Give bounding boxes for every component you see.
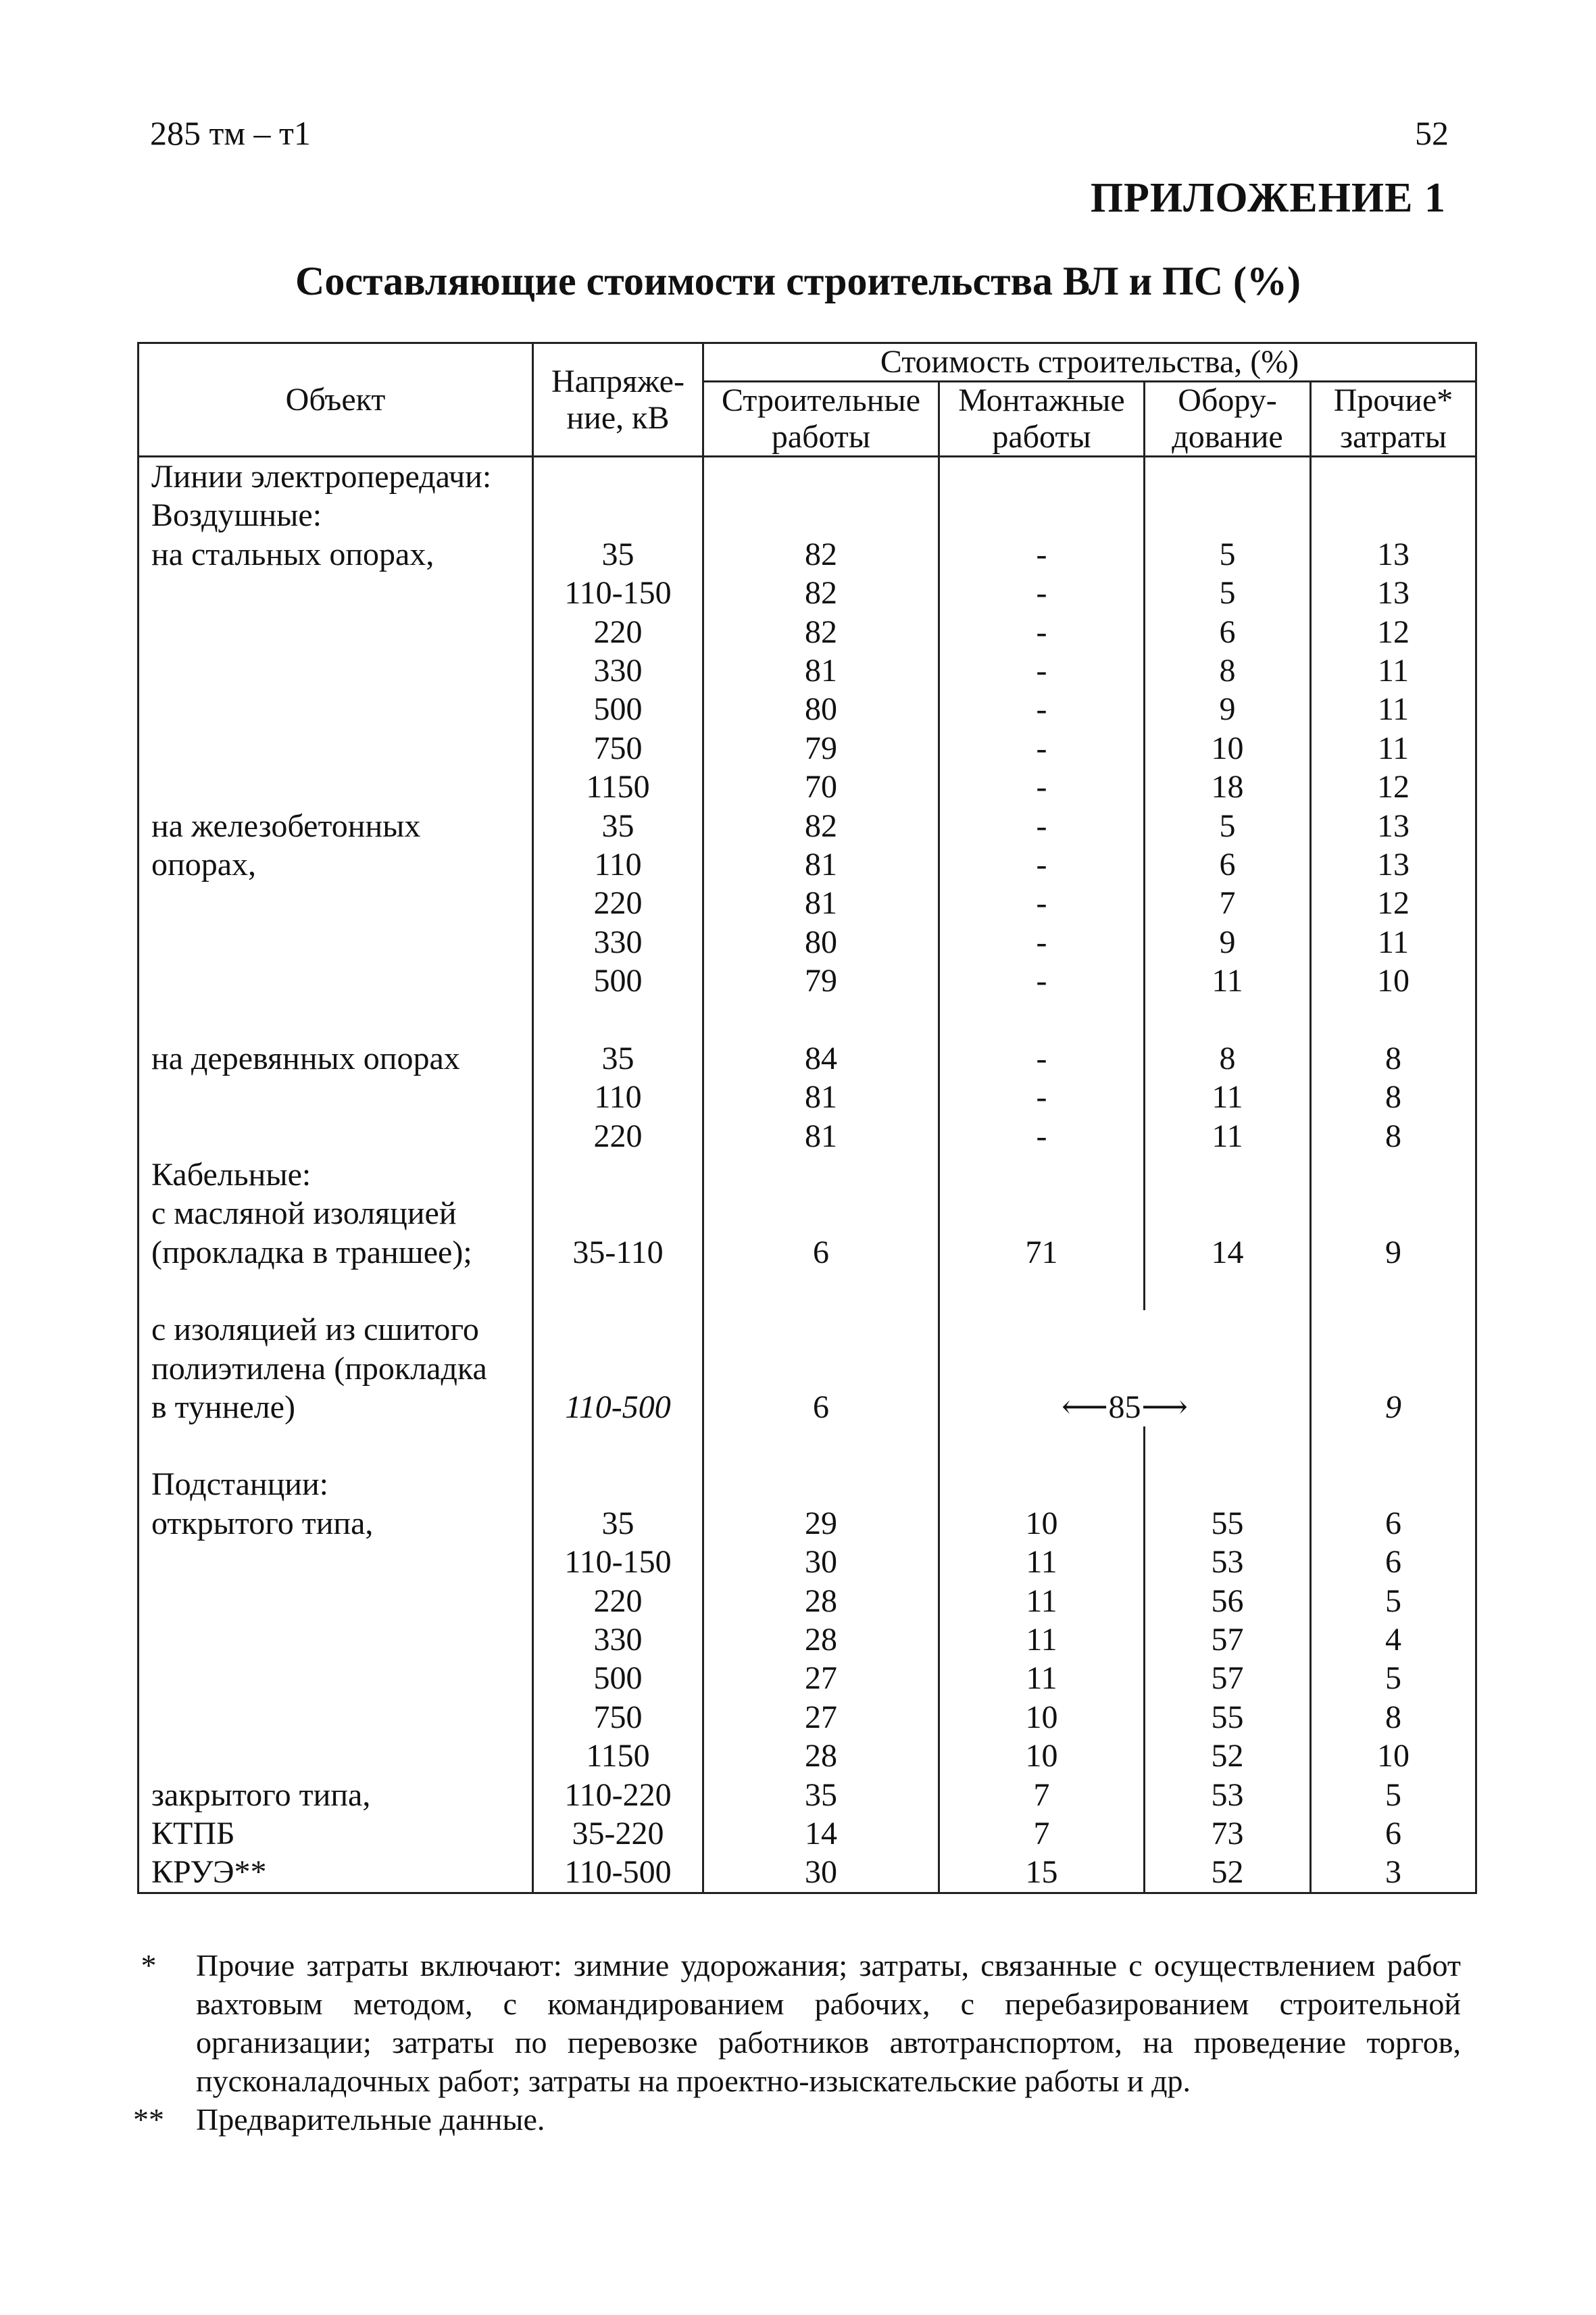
cell-installation bbox=[939, 1001, 1145, 1039]
cell-voltage bbox=[533, 1001, 703, 1039]
table-row bbox=[139, 496, 1476, 534]
table-row bbox=[139, 1233, 1476, 1272]
table-row bbox=[139, 535, 1476, 574]
cell-construction: 79 bbox=[703, 962, 939, 1000]
cell-equipment: 9 bbox=[1145, 923, 1311, 962]
footnote-mark: * bbox=[141, 1948, 157, 1983]
cell-other: 11 bbox=[1311, 923, 1476, 962]
cell-object bbox=[139, 1659, 533, 1697]
cell-installation bbox=[939, 496, 1145, 534]
cell-installation: 10 bbox=[939, 1698, 1145, 1737]
cell-voltage bbox=[533, 1310, 703, 1349]
cell-equipment: 56 bbox=[1145, 1582, 1311, 1620]
table-row bbox=[139, 1117, 1476, 1155]
table-row bbox=[139, 690, 1476, 728]
cell-installation: 11 bbox=[939, 1620, 1145, 1659]
cell-object bbox=[139, 729, 533, 768]
cell-object bbox=[139, 1078, 533, 1116]
header-other: Прочие* затраты bbox=[1311, 382, 1476, 457]
footnotes bbox=[133, 1946, 1461, 2139]
cell-construction: 29 bbox=[703, 1504, 939, 1543]
cell-object: в туннеле) bbox=[139, 1388, 533, 1426]
cell-installation: 71 bbox=[939, 1233, 1145, 1272]
table-row bbox=[139, 729, 1476, 768]
cell-installation: 11 bbox=[939, 1543, 1145, 1581]
cell-voltage: 500 bbox=[533, 1659, 703, 1697]
table-row bbox=[139, 1504, 1476, 1543]
cell-object bbox=[139, 1543, 533, 1581]
cell-other: 5 bbox=[1311, 1776, 1476, 1814]
table-row bbox=[139, 1194, 1476, 1233]
cell-object: открытого типа, bbox=[139, 1504, 533, 1543]
table-row bbox=[139, 1039, 1476, 1078]
cell-voltage bbox=[533, 496, 703, 534]
cell-construction bbox=[703, 1426, 939, 1465]
cell-equipment: 18 bbox=[1145, 768, 1311, 806]
cell-equipment: 14 bbox=[1145, 1233, 1311, 1272]
cell-construction: 30 bbox=[703, 1853, 939, 1893]
cell-installation: 10 bbox=[939, 1504, 1145, 1543]
cell-voltage: 110-500 bbox=[533, 1853, 703, 1893]
cell-voltage: 110-500 bbox=[533, 1388, 703, 1426]
table-row-spacer bbox=[139, 1272, 1476, 1310]
cell-voltage: 35-110 bbox=[533, 1233, 703, 1272]
cell-other: 13 bbox=[1311, 574, 1476, 612]
cell-object bbox=[139, 1698, 533, 1737]
cell-voltage: 750 bbox=[533, 729, 703, 768]
cell-equipment bbox=[1145, 1349, 1311, 1388]
cell-equipment bbox=[1145, 1155, 1311, 1194]
cell-equipment: 5 bbox=[1145, 535, 1311, 574]
cell-construction: 70 bbox=[703, 768, 939, 806]
cell-other bbox=[1311, 496, 1476, 534]
cell-voltage bbox=[533, 457, 703, 497]
cell-object bbox=[139, 1426, 533, 1465]
cell-construction: 80 bbox=[703, 690, 939, 728]
cell-other bbox=[1311, 1194, 1476, 1233]
cell-other: 9 bbox=[1311, 1388, 1476, 1426]
cell-construction: 35 bbox=[703, 1776, 939, 1814]
table-row bbox=[139, 1388, 1476, 1426]
cell-construction: 28 bbox=[703, 1737, 939, 1775]
table-row-spacer bbox=[139, 1001, 1476, 1039]
cell-construction: 81 bbox=[703, 884, 939, 922]
cell-other: 11 bbox=[1311, 651, 1476, 690]
cell-voltage: 220 bbox=[533, 884, 703, 922]
cell-voltage: 1150 bbox=[533, 768, 703, 806]
table-row bbox=[139, 1349, 1476, 1388]
cell-other: 8 bbox=[1311, 1039, 1476, 1078]
table-row bbox=[139, 1155, 1476, 1194]
cell-construction bbox=[703, 1272, 939, 1310]
cell-voltage bbox=[533, 1465, 703, 1503]
cell-construction: 28 bbox=[703, 1582, 939, 1620]
cell-installation: 10 bbox=[939, 1737, 1145, 1775]
cell-construction: 81 bbox=[703, 1078, 939, 1116]
cell-other bbox=[1311, 1310, 1476, 1349]
cell-construction: 28 bbox=[703, 1620, 939, 1659]
cell-installation: - bbox=[939, 845, 1145, 884]
table-row bbox=[139, 457, 1476, 497]
cell-voltage: 35 bbox=[533, 807, 703, 845]
cell-equipment: 7 bbox=[1145, 884, 1311, 922]
cell-object: с масляной изоляцией bbox=[139, 1194, 533, 1233]
cell-other: 10 bbox=[1311, 962, 1476, 1000]
table-row bbox=[139, 1698, 1476, 1737]
cell-equipment bbox=[1145, 1310, 1311, 1349]
header-construction: Строительные работы bbox=[703, 382, 939, 457]
table-row bbox=[139, 807, 1476, 845]
cell-object bbox=[139, 962, 533, 1000]
table-row-spacer bbox=[139, 1426, 1476, 1465]
cell-equipment: 57 bbox=[1145, 1659, 1311, 1697]
cell-construction bbox=[703, 1349, 939, 1388]
cell-installation-equipment bbox=[939, 1388, 1311, 1426]
cell-voltage bbox=[533, 1349, 703, 1388]
cell-construction: 6 bbox=[703, 1233, 939, 1272]
footnote-text: Предварительные данные. bbox=[196, 2102, 545, 2137]
cell-object bbox=[139, 690, 533, 728]
cell-construction bbox=[703, 1155, 939, 1194]
cell-object bbox=[139, 1117, 533, 1155]
cell-object bbox=[139, 1272, 533, 1310]
cell-installation: - bbox=[939, 962, 1145, 1000]
cell-other: 11 bbox=[1311, 729, 1476, 768]
cell-object bbox=[139, 923, 533, 962]
cell-equipment: 11 bbox=[1145, 1117, 1311, 1155]
cell-voltage: 110-150 bbox=[533, 574, 703, 612]
cell-object: с изоляцией из сшитого bbox=[139, 1310, 533, 1349]
cell-installation: 15 bbox=[939, 1853, 1145, 1893]
cell-voltage: 35 bbox=[533, 1504, 703, 1543]
cell-installation bbox=[939, 1310, 1145, 1349]
cell-other bbox=[1311, 1465, 1476, 1503]
cell-other: 6 bbox=[1311, 1543, 1476, 1581]
cell-equipment: 5 bbox=[1145, 807, 1311, 845]
cell-other: 12 bbox=[1311, 768, 1476, 806]
cell-equipment bbox=[1145, 457, 1311, 497]
table-row bbox=[139, 1776, 1476, 1814]
cell-other: 6 bbox=[1311, 1814, 1476, 1853]
cell-voltage: 500 bbox=[533, 962, 703, 1000]
table-row bbox=[139, 1814, 1476, 1853]
combined-value: 85 bbox=[1108, 1389, 1141, 1425]
cell-other: 13 bbox=[1311, 535, 1476, 574]
cell-equipment: 53 bbox=[1145, 1776, 1311, 1814]
header-voltage: Напряже-ние, кВ bbox=[533, 343, 703, 457]
cell-voltage: 110-150 bbox=[533, 1543, 703, 1581]
cell-installation: - bbox=[939, 768, 1145, 806]
cell-other: 4 bbox=[1311, 1620, 1476, 1659]
cell-installation: 7 bbox=[939, 1814, 1145, 1853]
cell-object bbox=[139, 574, 533, 612]
cell-voltage: 110 bbox=[533, 1078, 703, 1116]
cell-other: 13 bbox=[1311, 845, 1476, 884]
cell-object bbox=[139, 1001, 533, 1039]
cell-voltage: 110 bbox=[533, 845, 703, 884]
cell-object bbox=[139, 884, 533, 922]
cell-equipment: 6 bbox=[1145, 845, 1311, 884]
cell-installation: - bbox=[939, 807, 1145, 845]
cell-other bbox=[1311, 1001, 1476, 1039]
cell-object: на деревянных опорах bbox=[139, 1039, 533, 1078]
cell-construction: 79 bbox=[703, 729, 939, 768]
table-row bbox=[139, 613, 1476, 651]
cell-other: 8 bbox=[1311, 1117, 1476, 1155]
table-row bbox=[139, 1853, 1476, 1893]
cell-construction: 82 bbox=[703, 574, 939, 612]
cell-construction: 6 bbox=[703, 1388, 939, 1426]
table-row bbox=[139, 845, 1476, 884]
header-installation: Монтажные работы bbox=[939, 382, 1145, 457]
cell-voltage: 220 bbox=[533, 1582, 703, 1620]
cell-installation: 7 bbox=[939, 1776, 1145, 1814]
cell-object bbox=[139, 1582, 533, 1620]
cell-object: на железобетонных bbox=[139, 807, 533, 845]
cell-construction: 14 bbox=[703, 1814, 939, 1853]
cell-installation: - bbox=[939, 1078, 1145, 1116]
cell-voltage bbox=[533, 1426, 703, 1465]
cell-object bbox=[139, 651, 533, 690]
cell-object: (прокладка в траншее); bbox=[139, 1233, 533, 1272]
table-row bbox=[139, 1659, 1476, 1697]
cell-installation bbox=[939, 1426, 1145, 1465]
table-row bbox=[139, 923, 1476, 962]
cell-other: 5 bbox=[1311, 1659, 1476, 1697]
appendix-label: ПРИЛОЖЕНИЕ 1 bbox=[1090, 175, 1446, 221]
cell-object: КРУЭ** bbox=[139, 1853, 533, 1893]
arrow-right-icon: ⟶ bbox=[1141, 1389, 1188, 1425]
cell-other bbox=[1311, 1426, 1476, 1465]
table-row bbox=[139, 1078, 1476, 1116]
cell-other bbox=[1311, 457, 1476, 497]
cell-voltage: 1150 bbox=[533, 1737, 703, 1775]
cell-object: Кабельные: bbox=[139, 1155, 533, 1194]
cell-installation: - bbox=[939, 729, 1145, 768]
cell-installation: - bbox=[939, 884, 1145, 922]
cell-other: 11 bbox=[1311, 690, 1476, 728]
cell-equipment: 9 bbox=[1145, 690, 1311, 728]
cell-installation: - bbox=[939, 535, 1145, 574]
cell-other: 8 bbox=[1311, 1698, 1476, 1737]
table-row bbox=[139, 1310, 1476, 1349]
arrow-left-icon: ⟵ bbox=[1062, 1389, 1108, 1425]
cell-other: 10 bbox=[1311, 1737, 1476, 1775]
cell-installation: 11 bbox=[939, 1582, 1145, 1620]
cell-object: на стальных опорах, bbox=[139, 535, 533, 574]
cell-installation: - bbox=[939, 1039, 1145, 1078]
cell-equipment: 10 bbox=[1145, 729, 1311, 768]
cell-equipment: 52 bbox=[1145, 1853, 1311, 1893]
cell-installation: - bbox=[939, 1117, 1145, 1155]
cell-equipment: 53 bbox=[1145, 1543, 1311, 1581]
cell-object bbox=[139, 613, 533, 651]
cell-construction bbox=[703, 1310, 939, 1349]
cell-voltage: 500 bbox=[533, 690, 703, 728]
cell-construction: 81 bbox=[703, 845, 939, 884]
cell-installation: - bbox=[939, 651, 1145, 690]
cell-equipment bbox=[1145, 496, 1311, 534]
cell-other bbox=[1311, 1272, 1476, 1310]
cell-installation bbox=[939, 457, 1145, 497]
cell-voltage bbox=[533, 1155, 703, 1194]
table-row bbox=[139, 768, 1476, 806]
cell-other: 5 bbox=[1311, 1582, 1476, 1620]
cell-installation: - bbox=[939, 574, 1145, 612]
cell-voltage: 330 bbox=[533, 651, 703, 690]
cell-equipment bbox=[1145, 1001, 1311, 1039]
cell-installation bbox=[939, 1349, 1145, 1388]
footnote-1 bbox=[141, 1946, 1461, 2100]
cell-equipment bbox=[1145, 1194, 1311, 1233]
cell-installation bbox=[939, 1155, 1145, 1194]
cell-construction bbox=[703, 1194, 939, 1233]
cell-other: 8 bbox=[1311, 1078, 1476, 1116]
cell-equipment: 5 bbox=[1145, 574, 1311, 612]
cell-equipment bbox=[1145, 1272, 1311, 1310]
cell-construction: 80 bbox=[703, 923, 939, 962]
cell-construction: 82 bbox=[703, 535, 939, 574]
cell-object: полиэтилена (прокладка bbox=[139, 1349, 533, 1388]
table-row bbox=[139, 1543, 1476, 1581]
cell-construction bbox=[703, 1001, 939, 1039]
cell-other: 9 bbox=[1311, 1233, 1476, 1272]
cost-table bbox=[137, 342, 1477, 1894]
cell-other: 13 bbox=[1311, 807, 1476, 845]
cell-equipment: 55 bbox=[1145, 1698, 1311, 1737]
cell-other: 12 bbox=[1311, 884, 1476, 922]
cell-equipment: 57 bbox=[1145, 1620, 1311, 1659]
cell-installation bbox=[939, 1465, 1145, 1503]
cell-equipment: 52 bbox=[1145, 1737, 1311, 1775]
cell-construction bbox=[703, 1465, 939, 1503]
table-row bbox=[139, 1465, 1476, 1503]
page-number: 52 bbox=[1415, 114, 1449, 152]
cell-construction: 30 bbox=[703, 1543, 939, 1581]
table-row bbox=[139, 651, 1476, 690]
cell-object: опорах, bbox=[139, 845, 533, 884]
footnote-mark: ** bbox=[133, 2102, 164, 2137]
cell-voltage bbox=[533, 1272, 703, 1310]
cell-construction: 81 bbox=[703, 651, 939, 690]
cell-object: Воздушные: bbox=[139, 496, 533, 534]
cell-installation: - bbox=[939, 613, 1145, 651]
cell-other: 3 bbox=[1311, 1853, 1476, 1893]
cell-voltage: 220 bbox=[533, 613, 703, 651]
cell-construction: 27 bbox=[703, 1698, 939, 1737]
table-row bbox=[139, 884, 1476, 922]
cell-other: 6 bbox=[1311, 1504, 1476, 1543]
cell-object bbox=[139, 768, 533, 806]
cell-object: Линии электропередачи: bbox=[139, 457, 533, 497]
cell-construction bbox=[703, 496, 939, 534]
cell-equipment: 11 bbox=[1145, 962, 1311, 1000]
page-title: Составляющие стоимости строительства ВЛ и ПС (%) bbox=[295, 259, 1301, 303]
header-object: Объект bbox=[139, 343, 533, 457]
cell-equipment: 6 bbox=[1145, 613, 1311, 651]
cell-construction: 27 bbox=[703, 1659, 939, 1697]
cell-installation: - bbox=[939, 923, 1145, 962]
header-cost-group: Стоимость строительства, (%) bbox=[703, 343, 1476, 382]
cell-voltage: 220 bbox=[533, 1117, 703, 1155]
cell-construction: 82 bbox=[703, 613, 939, 651]
cell-equipment bbox=[1145, 1426, 1311, 1465]
cell-construction: 81 bbox=[703, 1117, 939, 1155]
cell-equipment: 73 bbox=[1145, 1814, 1311, 1853]
cell-other bbox=[1311, 1155, 1476, 1194]
footnote-text: Прочие затраты включают: зимние удорожания; затраты, связанные с осуществлением работ вахтовым методом, с командированием рабочих, с перебазированием строительной организации; затраты по перевозке работников автотранспортом, на проведение торгов, пусконаладочных работ; затраты на проектно-изыскательские работы и др. bbox=[196, 1948, 1461, 2098]
cell-voltage bbox=[533, 1194, 703, 1233]
cell-installation: 11 bbox=[939, 1659, 1145, 1697]
cell-voltage: 330 bbox=[533, 923, 703, 962]
cell-object: КТПБ bbox=[139, 1814, 533, 1853]
footnote-2 bbox=[133, 2100, 1461, 2139]
cell-voltage: 35 bbox=[533, 1039, 703, 1078]
cell-object bbox=[139, 1620, 533, 1659]
cell-equipment bbox=[1145, 1465, 1311, 1503]
cell-voltage: 35-220 bbox=[533, 1814, 703, 1853]
cell-object: закрытого типа, bbox=[139, 1776, 533, 1814]
cell-voltage: 750 bbox=[533, 1698, 703, 1737]
cell-construction: 84 bbox=[703, 1039, 939, 1078]
cell-object bbox=[139, 1737, 533, 1775]
cell-installation bbox=[939, 1194, 1145, 1233]
cell-voltage: 110-220 bbox=[533, 1776, 703, 1814]
table-row bbox=[139, 1620, 1476, 1659]
document-code: 285 тм – т1 bbox=[150, 114, 311, 152]
cell-construction bbox=[703, 457, 939, 497]
cell-other bbox=[1311, 1349, 1476, 1388]
cell-other: 12 bbox=[1311, 613, 1476, 651]
cell-equipment: 8 bbox=[1145, 651, 1311, 690]
cell-installation: - bbox=[939, 690, 1145, 728]
table-row bbox=[139, 1582, 1476, 1620]
cell-voltage: 330 bbox=[533, 1620, 703, 1659]
header-equipment: Обору-дование bbox=[1145, 382, 1311, 457]
table-row bbox=[139, 574, 1476, 612]
table-row bbox=[139, 1737, 1476, 1775]
cell-voltage: 35 bbox=[533, 535, 703, 574]
table-row bbox=[139, 962, 1476, 1000]
cell-construction: 82 bbox=[703, 807, 939, 845]
cell-installation bbox=[939, 1272, 1145, 1310]
cell-equipment: 8 bbox=[1145, 1039, 1311, 1078]
cell-equipment: 55 bbox=[1145, 1504, 1311, 1543]
cell-equipment: 11 bbox=[1145, 1078, 1311, 1116]
cell-object: Подстанции: bbox=[139, 1465, 533, 1503]
